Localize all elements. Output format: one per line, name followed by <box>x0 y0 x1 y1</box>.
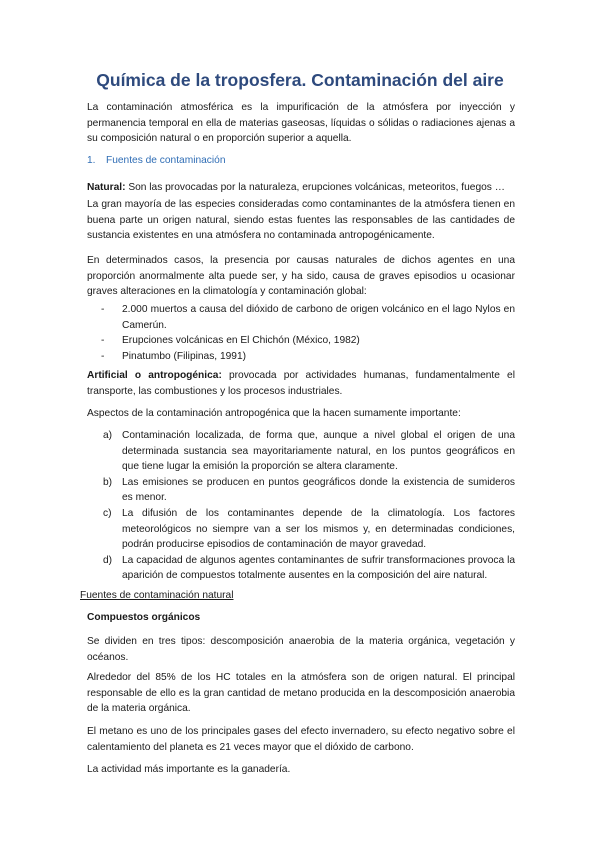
list-item-text: La capacidad de algunos agentes contaminantes de sufrir transformaciones provoca la aparición de compuestos totalmente ausentes en la composición del aire natural. <box>122 554 515 582</box>
hc-paragraph: Alrededor del 85% de los HC totales en la atmósfera son de origen natural. El principal responsable de ello es la gran cantidad de metano producida en la descomposición anaerobia de la materia orgánica. <box>87 672 515 715</box>
aspects-intro: Aspectos de la contaminación antropogénica que la hacen sumamente importante: <box>87 408 461 419</box>
list-item-text: Contaminación localizada, de forma que, aunque a nivel global el origen de una determinada sustancia sea mayoritariamente natural, en los puntos geográficos en que tiene lugar la emisión la proporción se altera claramente. <box>122 430 515 473</box>
organic-types-paragraph: Se dividen en tres tipos: descomposición anaerobia de la materia orgánica, vegetación y océanos. <box>87 636 515 663</box>
artificial-paragraph <box>87 368 515 399</box>
list-item <box>87 475 515 506</box>
list-marker: - <box>101 304 105 315</box>
list-item <box>87 349 515 365</box>
list-item-text: 2.000 muertos a causa del dióxido de carbono de origen volcánico en el lago Nylos en Camerún. <box>122 304 515 331</box>
list-marker: - <box>101 335 105 347</box>
artificial-term: Artificial o antropogénica: <box>87 370 222 381</box>
natural-paragraph <box>87 180 515 196</box>
list-item-text: Pinatumbo (Filipinas, 1991) <box>122 350 247 362</box>
section-heading <box>87 155 226 166</box>
list-marker: d) <box>103 554 113 566</box>
natural-text: Son las provocadas por la naturaleza, erupciones volcánicas, meteoritos, fuegos … <box>125 182 505 193</box>
list-item <box>87 506 515 553</box>
list-item <box>87 553 515 584</box>
natural-term: Natural: <box>87 182 126 193</box>
natural-sources-heading: Fuentes de contaminación natural <box>80 590 234 601</box>
examples-list <box>87 302 515 364</box>
cases-paragraph: En determinados casos, la presencia por causas naturales de dichos agentes en una proporción anormalmente alta puede ser, y ha sido, causa de graves episodios u ocasionar graves alteraciones en la climatología y contaminación global: <box>87 255 515 298</box>
list-item-text: La difusión de los contaminantes depende de la climatología. Los factores meteorológicos no siempre van a ser los mismos y, en determinadas condiciones, podrán producirse episodios de contaminación de mayor gravedad. <box>122 507 515 551</box>
list-item <box>87 428 515 475</box>
list-item-text: Erupciones volcánicas en El Chichón (México, 1982) <box>122 335 360 347</box>
page-title: Química de la troposfera. Contaminación del aire <box>96 70 504 90</box>
list-marker: b) <box>103 476 113 488</box>
list-item <box>87 333 515 349</box>
section-label: Fuentes de contaminación <box>106 155 226 166</box>
methane-paragraph: El metano es uno de los principales gases del efecto invernadero, su efecto negativo sobre el calentamiento del planeta es 21 veces mayor que el dióxido de carbono. <box>87 726 515 753</box>
aspects-list <box>87 428 515 584</box>
list-marker: c) <box>103 507 112 519</box>
livestock-paragraph: La actividad más importante es la ganadería. <box>87 764 291 775</box>
list-marker: - <box>101 350 105 362</box>
artificial-text: provocada por actividades humanas, fundamentalmente el transporte, las combustiones y los procesos industriales. <box>87 370 515 397</box>
list-item-text: Las emisiones se producen en puntos geográficos donde la existencia de sumideros es menor. <box>122 476 515 504</box>
organic-heading: Compuestos orgánicos <box>87 612 201 623</box>
intro-paragraph: La contaminación atmosférica es la impurificación de la atmósfera por inyección y permanencia temporal en ella de materias gaseosas, líquidas o sólidas o radiaciones ajenas a su composición natural o en proporción superior a aquella. <box>87 102 515 145</box>
list-item <box>87 302 515 333</box>
section-number: 1. <box>87 155 96 166</box>
majority-paragraph: La gran mayoría de las especies consideradas como contaminantes de la atmósfera tienen en buena parte un origen natural, siendo estas fuentes las responsables de las cantidades de sustancia existentes en una atmósfera no contaminada antropogénicamente. <box>87 199 515 242</box>
list-marker: a) <box>103 430 113 441</box>
